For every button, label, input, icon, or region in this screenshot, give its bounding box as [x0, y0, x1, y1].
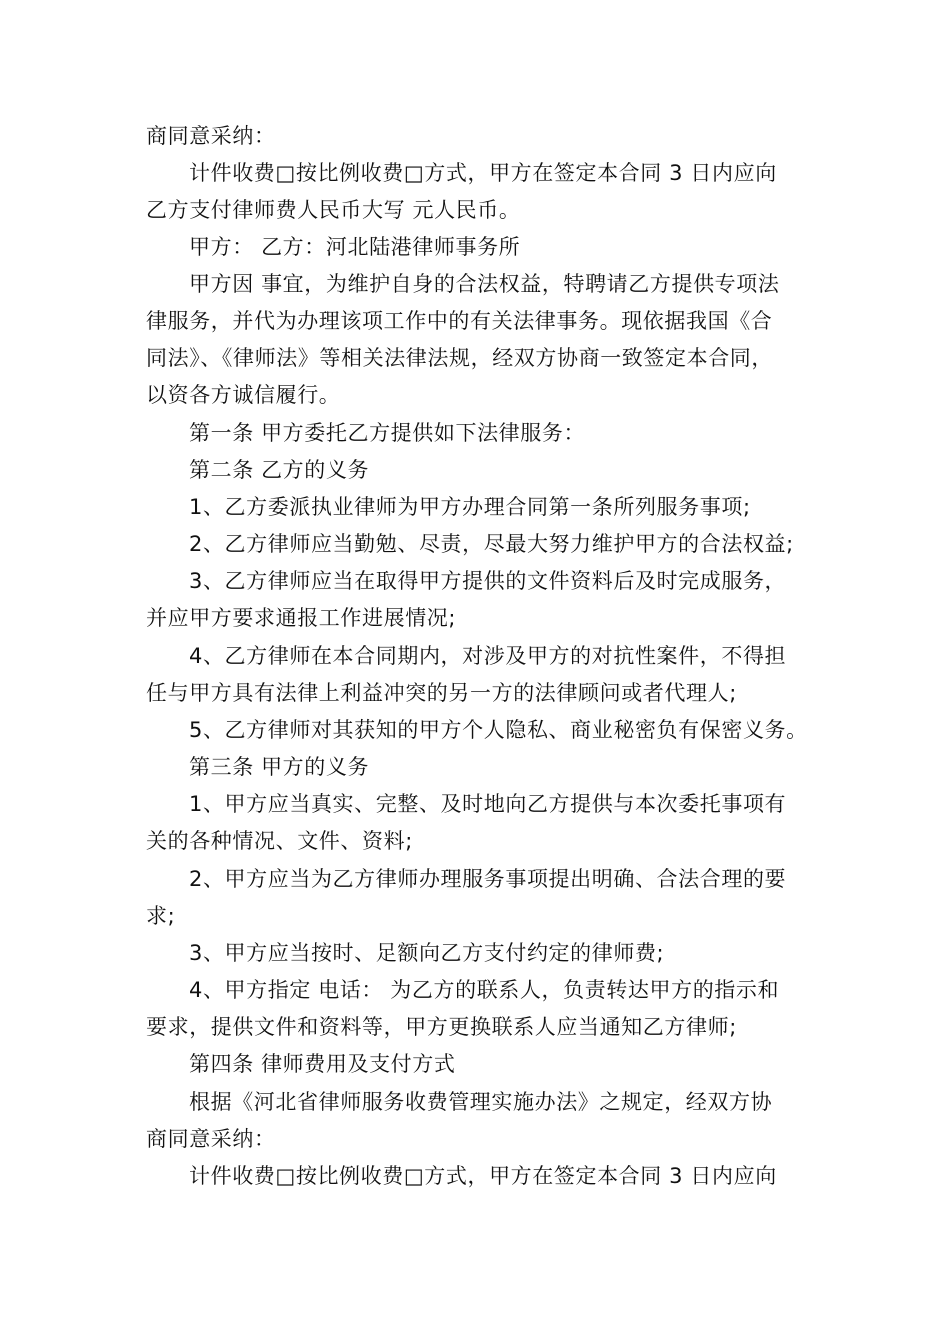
text-line: 1、乙方委派执业律师为甲方办理合同第一条所列服务事项;	[189, 495, 751, 519]
text-line: 根据《河北省律师服务收费管理实施办法》之规定，经双方协	[189, 1090, 773, 1114]
text-line: 4、乙方律师在本合同期内，对涉及甲方的对抗性案件，不得担	[189, 644, 787, 668]
text-line: 关的各种情况、文件、资料;	[146, 829, 413, 853]
text-line: 5、乙方律师对其获知的甲方个人隐私、商业秘密负有保密义务。	[189, 718, 808, 742]
text-line: 计件收费□按比例收费□方式，甲方在签定本合同 3 日内应向	[189, 1164, 777, 1188]
text-line: 任与甲方具有法律上利益冲突的另一方的法律顾问或者代理人;	[146, 681, 737, 705]
text-line: 3、甲方应当按时、足额向乙方支付约定的律师费;	[189, 941, 665, 965]
text-line: 计件收费□按比例收费□方式，甲方在签定本合同 3 日内应向	[189, 161, 777, 185]
text-line: 要求，提供文件和资料等，甲方更换联系人应当通知乙方律师;	[146, 1015, 737, 1039]
text-line: 并应甲方要求通报工作进展情况;	[146, 606, 457, 630]
text-line: 2、乙方律师应当勤勉、尽责，尽最大努力维护甲方的合法权益;	[189, 532, 794, 556]
text-line: 甲方： 乙方：河北陆港律师事务所	[189, 235, 521, 259]
text-line: 4、甲方指定 电话： 为乙方的联系人，负责转达甲方的指示和	[189, 978, 780, 1002]
text-line: 求;	[146, 904, 176, 928]
text-line: 第一条 甲方委托乙方提供如下法律服务：	[189, 421, 586, 445]
text-line: 律服务，并代为办理该项工作中的有关法律事务。现依据我国《合	[146, 309, 773, 333]
text-line: 甲方因 事宜，为维护自身的合法权益，特聘请乙方提供专项法	[189, 272, 780, 296]
text-line: 商同意采纳：	[146, 1127, 276, 1151]
text-line: 第四条 律师费用及支付方式	[189, 1052, 456, 1076]
text-line: 商同意采纳：	[146, 124, 276, 148]
text-line: 1、甲方应当真实、完整、及时地向乙方提供与本次委托事项有	[189, 792, 787, 816]
text-line: 3、乙方律师应当在取得甲方提供的文件资料后及时完成服务，	[189, 569, 787, 593]
text-line: 以资各方诚信履行。	[146, 383, 341, 407]
text-line: 2、甲方应当为乙方律师办理服务事项提出明确、合法合理的要	[189, 867, 787, 891]
text-line: 第三条 甲方的义务	[189, 755, 370, 779]
text-line: 第二条 乙方的义务	[189, 458, 370, 482]
text-line: 同法》、《律师法》等相关法律法规，经双方协商一致签定本合同，	[146, 346, 773, 370]
text-line: 乙方支付律师费人民币大写 元人民币。	[146, 198, 521, 222]
